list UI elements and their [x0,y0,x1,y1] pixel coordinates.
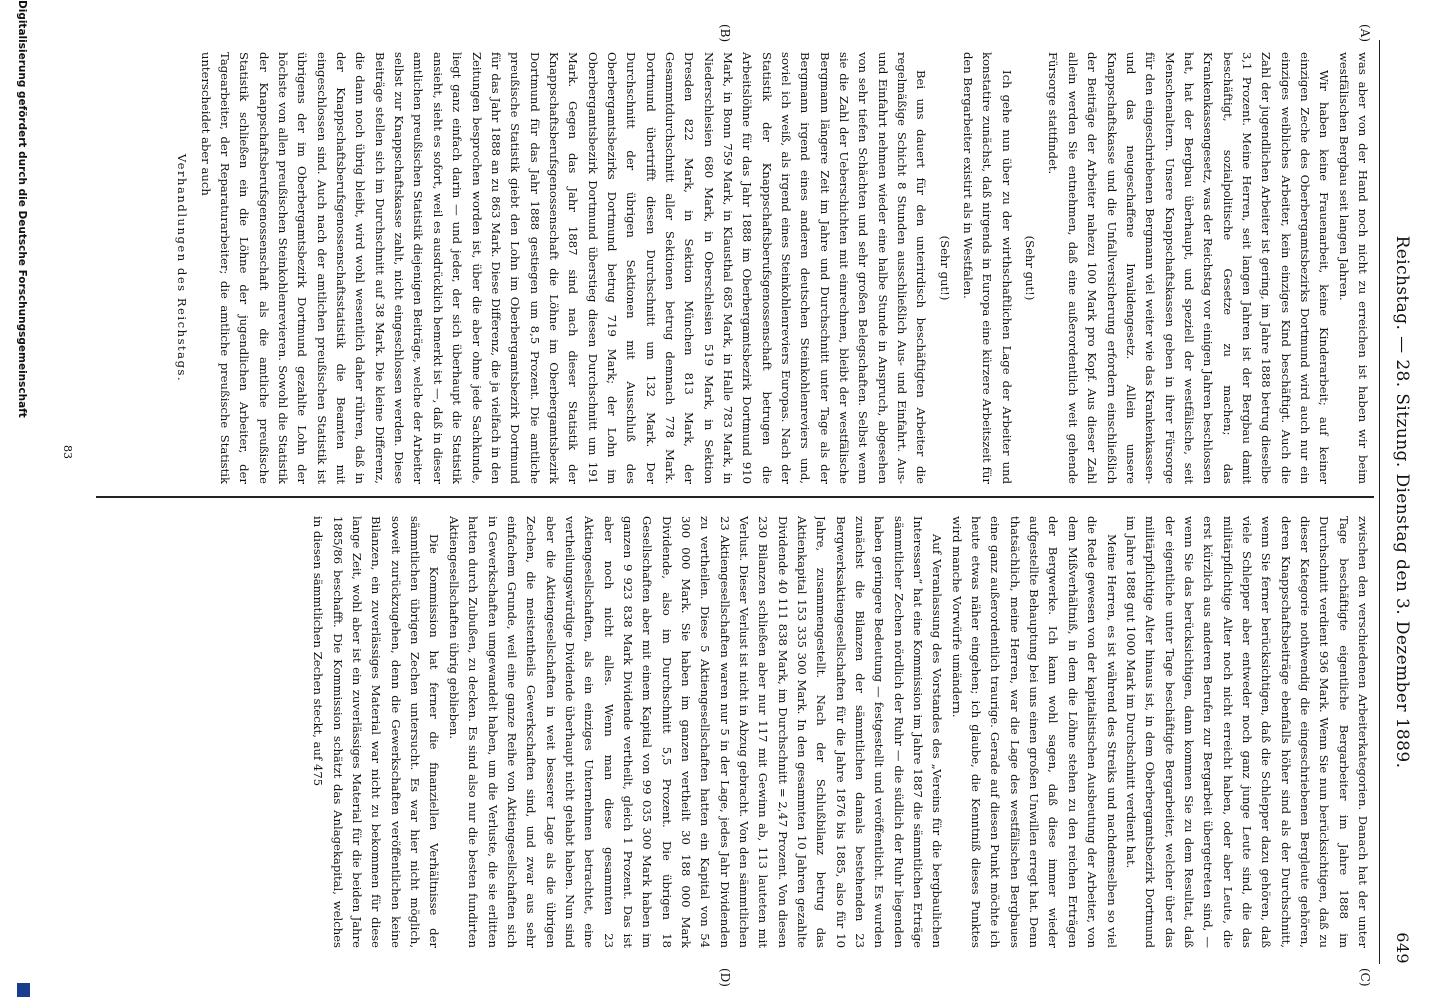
digitization-credit: Digitalisierung gefördert durch die Deutsche Forschungsgemeinschaft [16,0,28,418]
margin-marker-c: (C) [1358,968,1372,987]
page-footer-number: 83 [61,445,74,459]
applause-note: (Sehr gut!) [937,235,952,301]
margin-marker-d: (D) [718,968,732,987]
paragraph: Auf Veranlassung des Vorstandes des „Vereins für die bergbaulichen Interessen“ hat eine Kommission im Jahre 1887 die sämmtlichen Erträge sämmtlicher Zechen nördlich der Ruhr — die südlich der Ruhr liegenden haben geringere Bedeutung — festgestellt und veröffentlicht. Es wurden zunächst die Bilanzen der sämmtlichen damals bestehenden 23 Bergwerksaktiengesellschaften für die Jahre 1876 bis 1885, also für 10 Jahre, zusammengestellt. Nach der Schlußbilanz betrug das Aktienkapital 153 335 300 Mark. In den gesammten 10 Jahren gezahlte Dividende 40 111 838 Mark, im Durchschnitt = 2,47 Prozent. Von diesen 230 Bilanzen schließen aber nur 117 mit Gewinn ab, 113 lauteten mit Verlust. Dieser Verlust ist nicht in Abzug gebracht. Von den sämmtlichen 23 Aktiengesellschaften waren nur 5 in der Lage, jedes Jahr Dividenden zu vertheilen. Diese 5 Aktiengesellschaften hatten ein Kapital von 54 300 000 Mark. Sie haben im ganzen vertheilt 30 188 000 Mark Dividende, also im Durchschnitt 5,5 Prozent. Die übrigen 18 Gesellschaften aber mit einem Kapital von 99 035 300 Mark haben im ganzen 9 923 838 Mark Dividende vertheilt, gleich 1 Prozent. Das ist aber noch nicht alles. Wenn man diese gesammten 23 Aktiengesellschaften, als ein einziges Unternehmen betrachtet, eine vertheilungswürdige Dividende überhaupt nicht gehabt haben. Nun sind aber die Aktiengesellschaften in weit besserer Lage als die übrigen Zechen, die meistentheils Gewerkschaften sind, und zwar aus sehr einfachem Grunde, weil eine ganze Reihe von Aktiengesellschaften sich in Gewerkschaften umgewandelt haben, um die Verluste, die sie erlitten hatten durch Zubußen, zu decken. Es sind also nur die besten fundirten Aktiengesellschaften übrig geblieben. [446,516,945,948]
dfg-logo-icon [17,983,30,997]
margin-marker-b: (B) [718,24,732,43]
header-rule [1379,40,1380,964]
margin-marker-a: (A) [1358,24,1372,43]
left-column [99,52,1372,484]
paragraph: Die Kommission hat ferner die finanziellen Verhältnisse der sämmtlichen übrigen Zechen untersucht. Es war hier nicht möglich, soweit zurückzugehen, denn die Gewerkschaften veröffentlichen keine Bilanzen, ein zuverlässiges Material war nicht zu bekommen für diese lange Zeit, wohl aber ist ein zuverlässiges Material für die beiden Jahre 1885/86 beschafft. Die Kommission schätzt das Anlagekapital, welches in diesen sämmtlichen Zechen steckt, auf 475 [311,516,442,948]
paragraph: Wir haben keine Frauenarbeit, keine Kinderarbeit; auf keiner einzigen Zeche des Oberbergamtsbezirks Dortmund wird auch nur ein einziges weibliches Arbeiter, kein einziges Kind beschäftigt. Auch die Zahl der jugendlichen Arbeiter ist gering, im Jahre 1888 betrug dieselbe 3,1 Prozent. Meine Herren, seit langen Jahren ist der Bergbau damit beschäftigt, sozialpolitische Gesetze zu machen; das Krankenkassengesetz, was der Reichstag vor einigen Jahren beschlossen hat, hat der Bergbau überhaupt, und speziell der westfälische, seit Menschenaltern. Unsere Knappschaftskassen geben in ihrer Fürsorge für den eingeschriebenen Bergmann viel weiter wie das Krankenkassen- und das neugeschaffene Invalidengesetz. Allein unsere Knappschaftskasse und die Unfallversicherung erfordern einschließlich der Beiträge der Arbeiter nahezu 100 Mark pro Kopf. Aus dieser Zahl allein werden Sie entnehmen, daß eine außerordentlich weit gehende Fürsorge stattfindet. [1046,52,1332,484]
running-header [1382,40,1412,964]
paragraph: Ich gehe nun über zu der wirthschaftlichen Lage der Arbeiter und konstatire zunächst, daß nirgends in Europa eine kürzere Arbeitszeit für den Bergarbeiter existirt als in Westfalen. [961,52,1014,484]
header-title: Reichstag. — 28. Sitzung. Dienstag den 3. Dezember 1889. [1392,235,1412,769]
paragraph: was aber von der Hand noch nicht zu erreichen ist haben wir beim westfälischen Bergbau seit langen Jahren. [1336,52,1370,484]
right-column [99,516,1372,948]
paragraph: zwischen den verschiedenen Arbeiterkategorien. Danach hat der unter Tage beschäftigte eigentliche Bergarbeiter im Jahre 1888 im Durchschnitt verdient 936 Mark. Wenn Sie nun berücksichtigen, daß zu dieser Kategorie nothwendig die eingeschriebenen Bergleute gehören, deren Knappschaftsbeiträge ebenfalls höher sind als der Durchschnitt, wenn Sie ferner berücksichtigen, daß die Schlepper dazu gehören, daß viele Schlepper aber entweder noch ganz junge Leute sind, die das militärpflichtige Alter noch nicht erreicht haben, oder aber Leute, die erst kürzlich aus anderen Berufen zur Bergarbeit übergetreten sind, — wenn Sie das berücksichtigen, dann kommen Sie zu dem Resultat, daß der eigentliche unter Tage beschäftigte Bergarbeiter, welcher über das militärpflichtige Alter hinaus ist, in dem Oberbergamtsbezirk Dortmund im Jahre 1888 gut 1000 Mark im Durchschnitt verdient hat. [1123,516,1370,948]
column-footer: Verhandlungen des Reichstags. [175,153,190,383]
page-number: 649 [1393,932,1412,964]
column-divider [96,496,1374,498]
paragraph: Bei uns dauert für den unterirdisch beschäftigten Arbeiter die regelmäßige Schicht 8 Stunden ausschließlich Aus- und Einfahrt. Aus- und Einfahrt nehmen wieder eine halbe Stunde in Anspruch, abgesehen von sehr tiefen Schächten und sehr großen Belegschaften. Selbst wenn sie die Zahl der Ueberschichten mit einrechnen, bleibt der westfälische Bergmann längere Zeit im Jahre und Durchschnitt unter Tage als der Bergmann irgend eines anderen deutschen Steinkohlenreviers und, soviel ich weiß, als irgend eines Steinkohlenreviers Europas. Nach der Statistik der Knappschaftsberufsgenossenschaft betrugen die Arbeitslöhne für das Jahr 1888 im Oberbergamtsbezirk Dortmund 910 Mark, in Bonn 759 Mark, in Klausthal 685 Mark, in Halle 783 Mark, in Niederschlesien 680 Mark, in Oberschlesien 519 Mark, in Sektion Dresden 822 Mark, in Sektion München 813 Mark, der Gesammtdurchschnitt aller Sektionen betrug demnach 778 Mark. Dortmund übertrifft diesen Durchschnitt um 132 Mark. Der Durchschnitt der übrigen Sektionen mit Ausschluß des Oberbergamtsbezirks Dortmund betrug 719 Mark; der Lohn im Oberbergamtsbezirk Dortmund überstieg diesen Durchschnitt um 191 Mark. Gegen das Jahr 1887 sind nach dieser Statistik der Knappschaftsberufsgenossenschaft die Löhne im Oberbergamtsbezirk Dortmund für das Jahr 1888 gestiegen um 8,5 Prozent. Die amtliche preußische Statistik giebt den Lohn im Oberbergamtsbezirk Dortmund für das Jahr 1888 an zu 863 Mark. Diese Differenz, die ja vielfach in den Zeitungen besprochen worden ist, über die aber ohne jede Sachkunde, liegt ganz einfach darin — und jeder, der sich überhaupt die Statistik ansieht, sieht es sofort, weil es ausdrücklich bemerkt ist —, daß in dieser amtlichen preußischen Statistik diejenigen Beiträge, welche der Arbeiter selbst zur Knappschaftskasse zahlt, nicht eingeschlossen werden. Diese Beiträge stellen sich im Durchschnitt auf 38 Mark. Die kleine Differenz, die dann noch übrig bleibt, wird wohl wesentlich daher rühren, daß in der Knappschaftsberufsgenossenschaftsstatistik die Beamten mit eingeschlossen sind. Auch nach der amtlichen preußischen Statistik ist übrigens der im Oberbergamtsbezirk Dortmund gezahlte Lohn der höchste von allen preußischen Steinkohlenrevieren. Sowohl die Statistik der Knappschaftsberufsgenossenschaft als die amtliche preußische Statistik schließen ein die Löhne der jugendlichen Arbeiter, der Tagearbeiter, der Reparaturarbeiter; die amtliche preußische Statistik unterscheidet aber auch [198,52,929,484]
applause-note: (Sehr gut!) [1023,235,1038,301]
paragraph: Meine Herren, es ist während des Streiks und nachdemselben so viel die Rede gewesen von der kapitalistischen Ausbeutung der Arbeiter, von dem Mißverhältniß, in dem die Löhne stehen zu den reichen Erträgen der Bergwerke. Ich kann wohl sagen, daß diese immer wieder aufgestellte Behauptung bei uns einen großen Unwillen erregt hat. Denn thatsächlich, meine Herren, war die Lage des westfälischen Bergbaues eine ganz außerordentlich traurige. Gerade auf diesen Punkt möchte ich heute etwas näher eingehen; ich glaube, die Kenntniß dieses Punktes wird manche Vorwürfe umändern. [949,516,1119,948]
